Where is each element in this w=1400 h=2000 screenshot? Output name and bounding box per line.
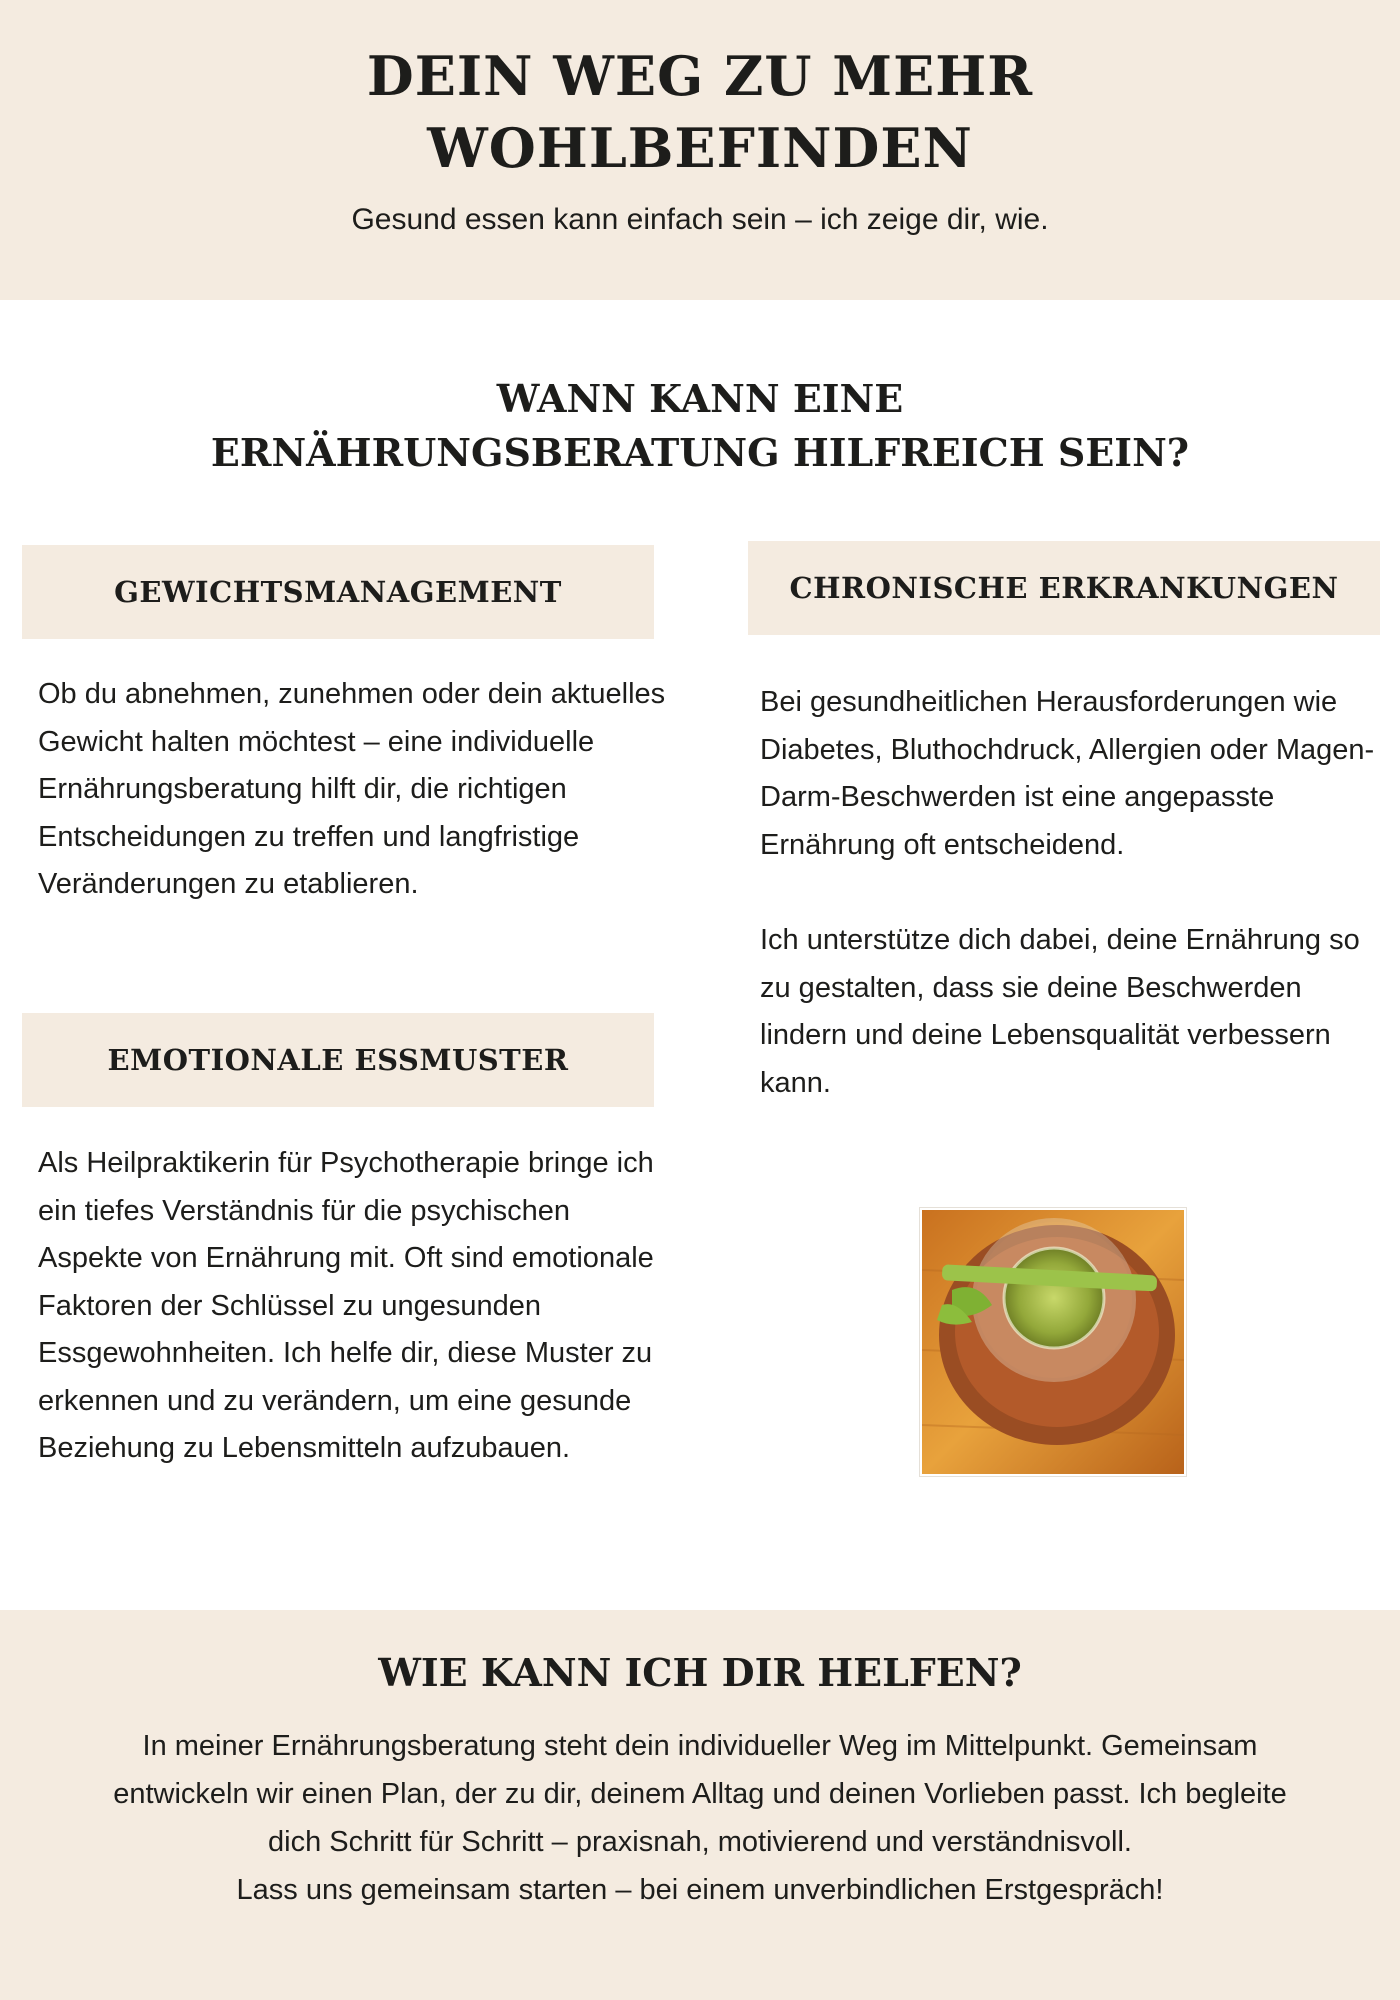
hero-subtitle: Gesund essen kann einfach sein – ich zeige dir, wie. — [351, 203, 1049, 236]
label-chronic-diseases-text: CHRONISCHE ERKRANKUNGEN — [789, 571, 1339, 605]
page-title-line2: WOHLBEFINDEN — [427, 116, 973, 180]
help-text: In meiner Ernährungsberatung steht dein individueller Weg im Mittelpunkt. Gemeinsam entwickeln wir einen Plan, der zu dir, deinem Alltag und deinen Vorlieben passt. Ich begleite dich Schritt für Schritt – praxisnah, motivierend und verständnisvoll. — [113, 1730, 1287, 1858]
emotional-eating-text: Als Heilpraktikerin für Psychotherapie bringe ich ein tiefes Verständnis für die psychischen Aspekte von Ernährung mit. Oft sind emotionale Faktoren der Schlüssel zu ungesunden Essgewohnheiten. Ich helfe dir, diese Muster zu erkennen und zu verändern, um eine gesunde Beziehung zu Lebensmitteln aufzubauen. — [38, 1147, 654, 1464]
help-text-block — [110, 1722, 1290, 1914]
help-cta: Lass uns gemeinsam starten – bei einem unverbindlichen Erstgespräch! — [236, 1874, 1164, 1906]
help-title: WIE KANN ICH DIR HELFEN? — [378, 1650, 1022, 1695]
green-juice-photo — [920, 1208, 1186, 1476]
weight-management-text: Ob du abnehmen, zunehmen oder dein aktuelles Gewicht halten möchtest – eine individuelle Ernährungsberatung hilft dir, die richtigen Entscheidungen zu treffen und langfristige Veränderungen zu etablieren. — [38, 678, 666, 900]
section-heading-line2: ERNÄHRUNGSBERATUNG HILFREICH SEIN? — [210, 430, 1190, 475]
chronic-diseases-text-2: Ich unterstütze dich dabei, deine Ernährung so zu gestalten, dass sie deine Beschwerden lindern und deine Lebensqualität verbessern kann. — [760, 924, 1360, 1099]
label-chronic-diseases — [748, 541, 1380, 635]
page-title-line1: DEIN WEG ZU MEHR — [366, 44, 1034, 108]
label-emotional-eating-text: EMOTIONALE ESSMUSTER — [107, 1043, 569, 1077]
page-title — [0, 40, 1400, 184]
section-heading-line1: WANN KANN EINE — [496, 376, 904, 421]
chronic-diseases-text-1: Bei gesundheitlichen Herausforderungen wie Diabetes, Bluthochdruck, Allergien oder Magen-Darm-Beschwerden ist eine angepasste Ernährung oft entscheidend. — [760, 686, 1375, 861]
green-juice-illustration — [922, 1210, 1184, 1474]
label-weight-management-text: GEWICHTSMANAGEMENT — [114, 575, 562, 609]
label-emotional-eating — [22, 1013, 654, 1107]
label-weight-management — [22, 545, 654, 639]
help-section — [0, 1610, 1400, 2000]
section-heading — [0, 372, 1400, 480]
hero-banner — [0, 0, 1400, 300]
